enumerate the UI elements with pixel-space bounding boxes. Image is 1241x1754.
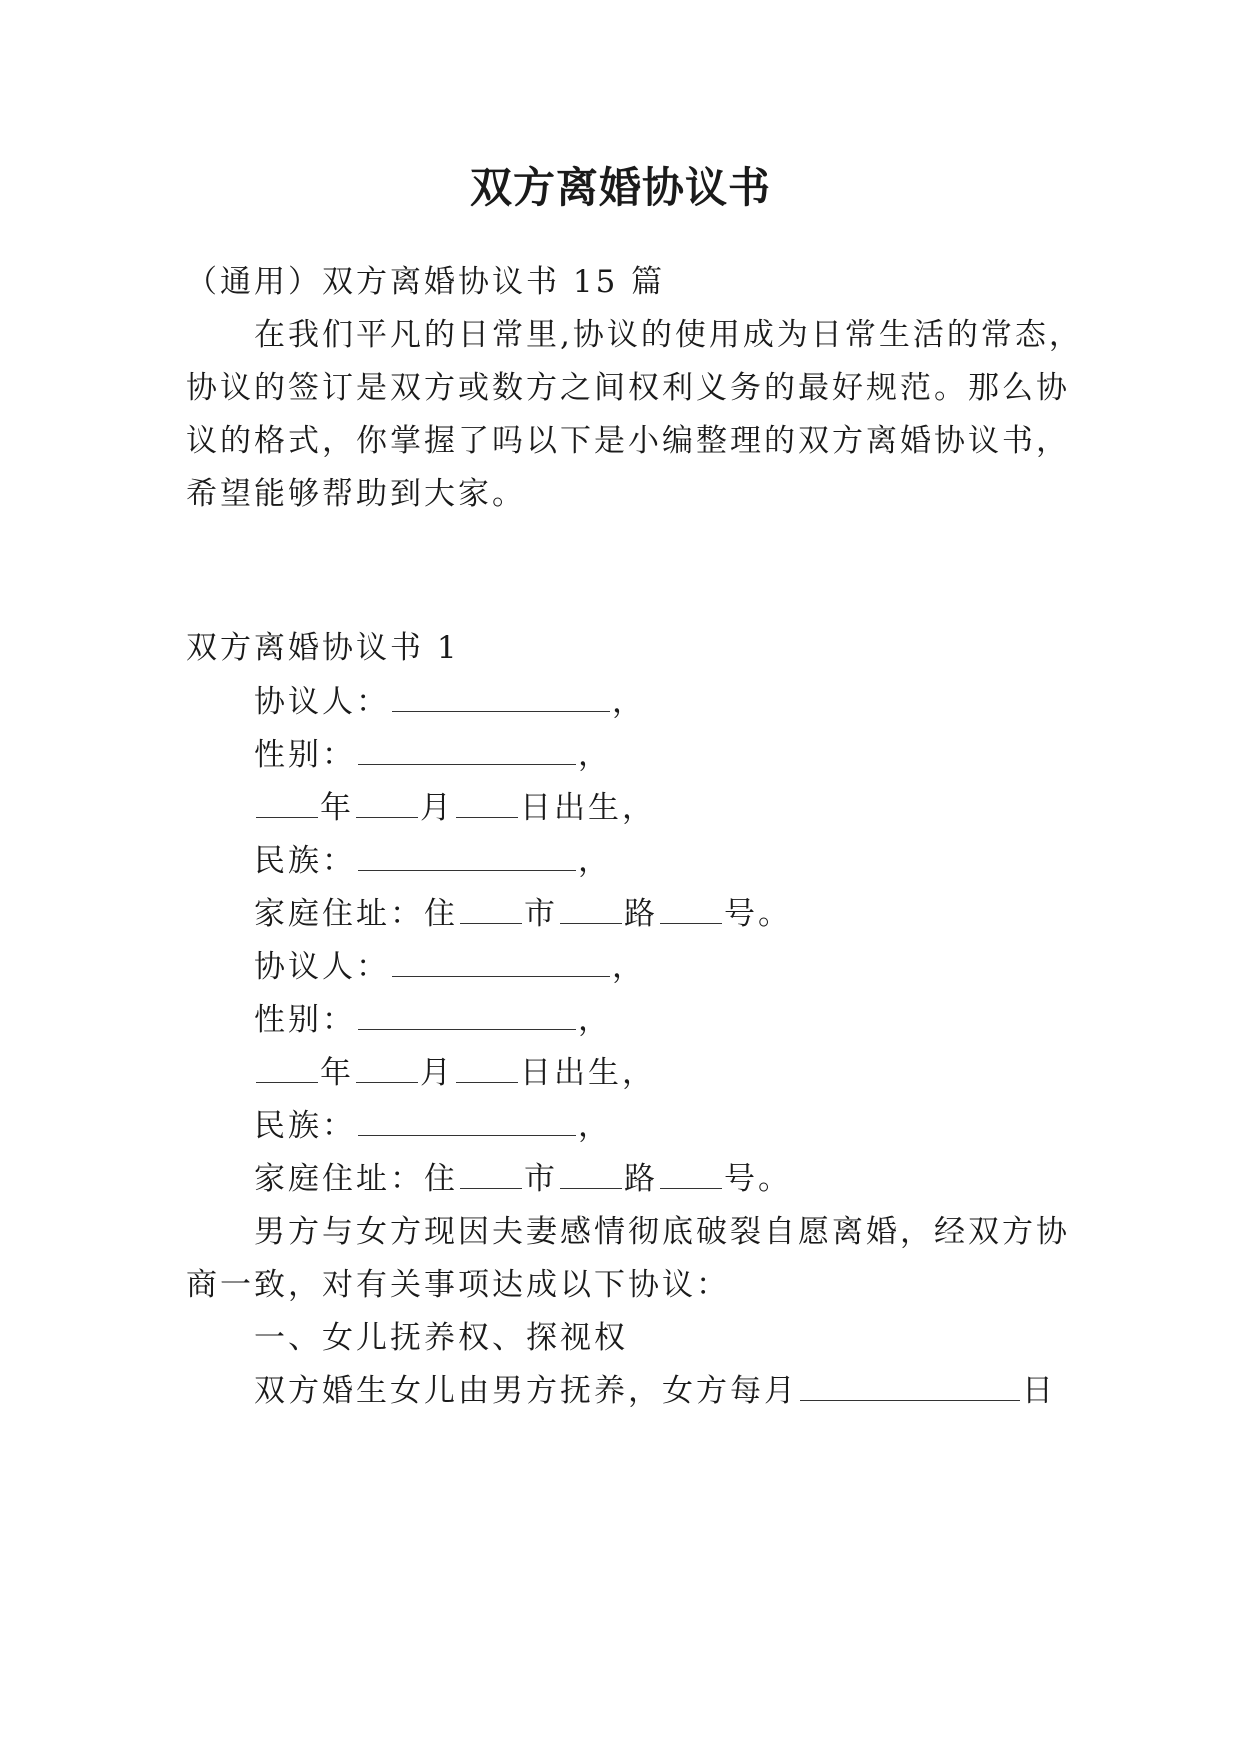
subtitle: （通用）双方离婚协议书 15 篇 xyxy=(186,264,666,300)
party1-person xyxy=(0,682,1241,722)
party2-birth xyxy=(0,1053,1241,1093)
day-label: 日 xyxy=(1022,1373,1056,1409)
blank-field xyxy=(800,1372,1020,1401)
city-label: 市 xyxy=(524,1161,558,1197)
intro-line-3: 议的格式，你掌握了吗以下是小编整理的双方离婚协议书， xyxy=(186,423,1070,459)
person-label: 协议人： xyxy=(254,949,390,985)
blank-field xyxy=(256,789,318,818)
clause-heading-1: 一、女儿抚养权、探视权 xyxy=(254,1320,628,1356)
blank-field xyxy=(358,1001,576,1030)
clause-text: 双方婚生女儿由男方抚养，女方每月 xyxy=(254,1373,798,1409)
number-label: 号。 xyxy=(724,896,792,932)
month-label: 月 xyxy=(420,1055,454,1091)
number-label: 号。 xyxy=(724,1161,792,1197)
address-label: 家庭住址：住 xyxy=(254,1161,458,1197)
blank-field xyxy=(660,895,722,924)
comma: ， xyxy=(612,949,646,985)
address-label: 家庭住址：住 xyxy=(254,896,458,932)
blank-field xyxy=(256,1054,318,1083)
comma: ， xyxy=(578,1108,612,1144)
gender-label: 性别： xyxy=(254,737,356,773)
blank-field xyxy=(356,1054,418,1083)
comma: ， xyxy=(578,1002,612,1038)
party2-person xyxy=(0,947,1241,987)
ethnicity-label: 民族： xyxy=(254,843,356,879)
party2-address xyxy=(0,1159,1241,1199)
party2-ethnicity xyxy=(0,1106,1241,1146)
city-label: 市 xyxy=(524,896,558,932)
person-label: 协议人： xyxy=(254,684,390,720)
section-heading: 双方离婚协议书 1 xyxy=(186,630,460,666)
ethnicity-label: 民族： xyxy=(254,1108,356,1144)
day-born-label: 日出生， xyxy=(520,790,656,826)
comma: ， xyxy=(578,843,612,879)
party1-birth xyxy=(0,788,1241,828)
year-label: 年 xyxy=(320,1055,354,1091)
blank-field xyxy=(456,1054,518,1083)
party1-address xyxy=(0,894,1241,934)
blank-field xyxy=(560,895,622,924)
body-line-1: 男方与女方现因夫妻感情彻底破裂自愿离婚，经双方协 xyxy=(254,1214,1070,1250)
gender-label: 性别： xyxy=(254,1002,356,1038)
month-label: 月 xyxy=(420,790,454,826)
clause-text-1 xyxy=(0,1371,1241,1411)
blank-field xyxy=(560,1160,622,1189)
blank-field xyxy=(392,948,610,977)
blank-field xyxy=(358,1107,576,1136)
comma: ， xyxy=(578,737,612,773)
party1-ethnicity xyxy=(0,841,1241,881)
blank-field xyxy=(660,1160,722,1189)
year-label: 年 xyxy=(320,790,354,826)
body-line-2: 商一致，对有关事项达成以下协议： xyxy=(186,1267,730,1303)
blank-field xyxy=(460,1160,522,1189)
intro-line-2: 协议的签订是双方或数方之间权利义务的最好规范。那么协 xyxy=(186,370,1070,406)
document-title: 双方离婚协议书 xyxy=(469,163,771,212)
blank-field xyxy=(460,895,522,924)
blank-field xyxy=(456,789,518,818)
blank-field xyxy=(358,736,576,765)
intro-line-4: 希望能够帮助到大家。 xyxy=(186,476,526,512)
intro-line-1: 在我们平凡的日常里,协议的使用成为日常生活的常态， xyxy=(254,317,1083,353)
blank-field xyxy=(358,842,576,871)
comma: ， xyxy=(612,684,646,720)
day-born-label: 日出生， xyxy=(520,1055,656,1091)
party2-gender xyxy=(0,1000,1241,1040)
blank-field xyxy=(392,683,610,712)
blank-field xyxy=(356,789,418,818)
road-label: 路 xyxy=(624,896,658,932)
party1-gender xyxy=(0,735,1241,775)
road-label: 路 xyxy=(624,1161,658,1197)
